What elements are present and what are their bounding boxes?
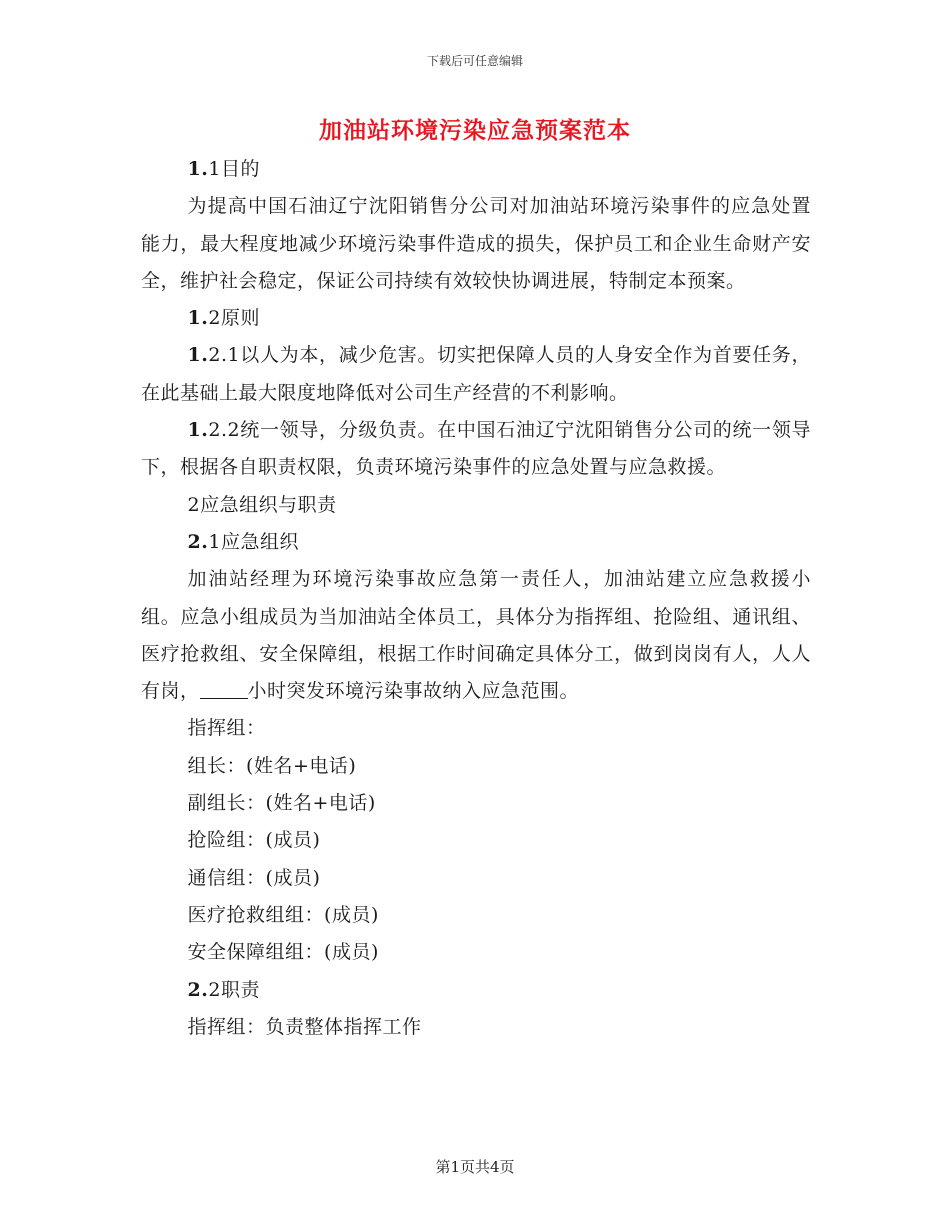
section-number: 1. — [187, 344, 209, 367]
paragraph — [141, 972, 811, 1009]
paragraph — [141, 934, 811, 971]
page-footer: 第1页共4页 — [435, 1158, 515, 1176]
paragraph-text: 指挥组： — [187, 717, 266, 740]
paragraph — [141, 188, 811, 300]
document-body — [141, 151, 811, 1046]
paragraph-text: 2.2统一领导，分级负责。在中国石油辽宁沈阳销售分公司的统一领导下，根据各自职责权限，负责环境污染事件的应急处置与应急救援。 — [141, 419, 811, 479]
paragraph-text: 副组长：(姓名+电话) — [187, 792, 376, 815]
section-number: 2. — [187, 530, 209, 553]
paragraph — [141, 1009, 811, 1046]
paragraph-text: 安全保障组组：(成员) — [187, 941, 379, 964]
document-title: 加油站环境污染应急预案范本 — [319, 117, 631, 144]
paragraph — [141, 748, 811, 785]
paragraph-text: 通信组：(成员) — [187, 866, 321, 889]
fill-in-blank — [200, 679, 248, 699]
section-number: 1. — [187, 307, 209, 330]
paragraph-text: 2职责 — [208, 978, 260, 1001]
paragraph — [141, 487, 811, 524]
paragraph-text: 为提高中国石油辽宁沈阳销售分公司对加油站环境污染事件的应急处置能力，最大程度地减少环境污染事件造成的损失，保护员工和企业生命财产安全，维护社会稳定，保证公司持续有效较快协调进展，特制定本预案。 — [141, 195, 811, 292]
paragraph-text: 2.1以人为本，减少危害。切实把保障人员的人身安全作为首要任务，在此基础上最大限度地降低对公司生产经营的不利影响。 — [141, 344, 811, 404]
section-number: 2. — [187, 978, 209, 1001]
paragraph — [141, 710, 811, 747]
paragraph — [141, 151, 811, 188]
paragraph-text: 2原则 — [208, 307, 260, 330]
paragraph — [141, 897, 811, 934]
paragraph-text: 指挥组：负责整体指挥工作 — [187, 1015, 422, 1038]
paragraph-text: 抢险组：(成员) — [187, 829, 321, 852]
paragraph-text: 医疗抢救组组：(成员) — [187, 903, 379, 926]
paragraph — [141, 860, 811, 897]
header-note: 下载后可任意编辑 — [426, 54, 523, 68]
paragraph — [141, 822, 811, 859]
paragraph-text: 2应急组织与职责 — [187, 493, 337, 516]
paragraph — [141, 300, 811, 337]
paragraph — [141, 524, 811, 561]
paragraph — [141, 337, 811, 412]
paragraph — [141, 561, 811, 710]
paragraph-text: 1目的 — [208, 158, 260, 180]
paragraph-text: 组长：(姓名+电话) — [187, 754, 357, 777]
section-number: 1. — [187, 419, 209, 442]
section-number: 1. — [187, 158, 209, 180]
paragraph-text-continued: 小时突发环境污染事故纳入应急范围。 — [247, 680, 580, 703]
paragraph — [141, 785, 811, 822]
paragraph-text: 1应急组织 — [208, 530, 299, 553]
paragraph-text: 加油站经理为环境污染事故应急第一责任人，加油站建立应急救援小组。应急小组成员为当加油站全体员工，具体分为指挥组、抢险组、通讯组、医疗抢救组、安全保障组，根据工作时间确定具体分工，做到岗岗有人，人人有岗， — [141, 568, 811, 703]
paragraph — [141, 412, 811, 487]
